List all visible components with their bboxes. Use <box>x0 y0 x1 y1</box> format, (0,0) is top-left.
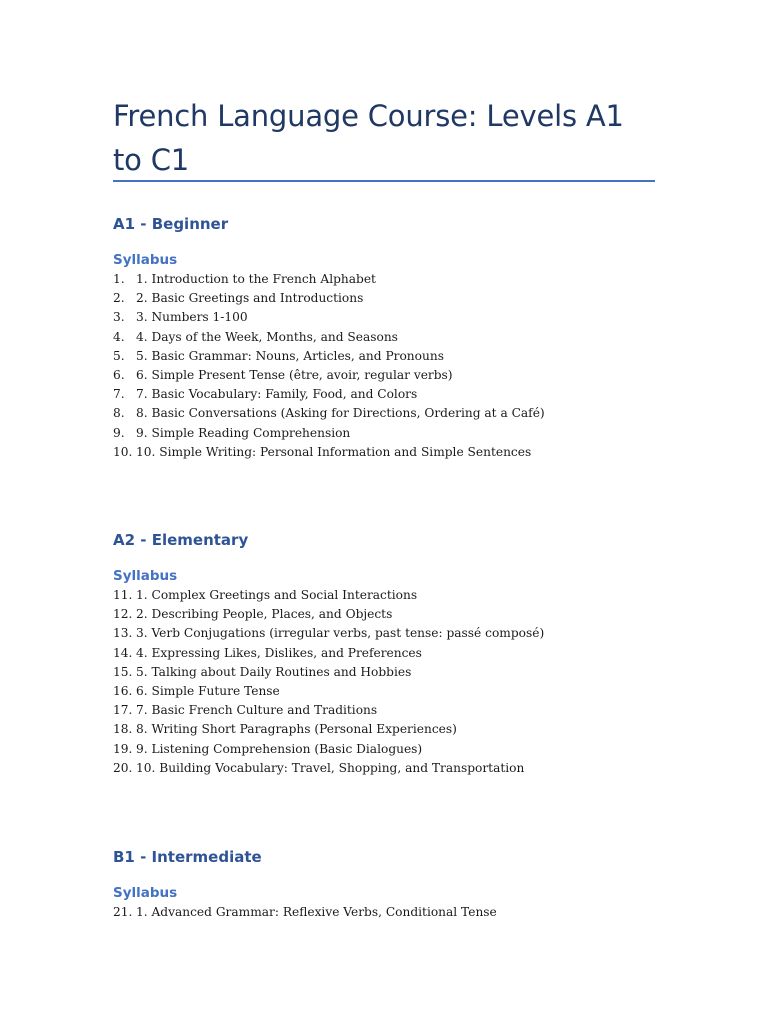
list-item-text: 8. Writing Short Paragraphs (Personal Experiences) <box>136 722 457 737</box>
list-item <box>113 385 655 404</box>
syllabus-heading: Syllabus <box>113 252 178 268</box>
title-underline <box>113 180 655 182</box>
section-a2 <box>113 529 655 775</box>
list-item-number: 19. <box>113 741 133 756</box>
list-item-number: 6. <box>113 367 125 382</box>
list-item-text: 10. Simple Writing: Personal Information and Simple Sentences <box>136 444 532 459</box>
list-item <box>113 663 655 682</box>
list-item-text: 10. Building Vocabulary: Travel, Shopping, and Transportation <box>136 760 525 775</box>
list-item-text: 3. Verb Conjugations (irregular verbs, past tense: passé composé) <box>136 626 545 641</box>
list-item <box>113 347 655 366</box>
list-item <box>113 308 655 327</box>
syllabus-heading: Syllabus <box>113 568 178 584</box>
list-item-text: 2. Describing People, Places, and Objects <box>136 607 393 622</box>
list-item <box>113 682 655 701</box>
list-item-number: 18. <box>113 722 133 737</box>
list-item-number: 5. <box>113 348 125 363</box>
list-item-text: 7. Basic French Culture and Traditions <box>136 703 378 718</box>
list-item-text: 8. Basic Conversations (Asking for Directions, Ordering at a Café) <box>136 406 545 421</box>
list-item <box>113 404 655 423</box>
list-item-number: 17. <box>113 703 133 718</box>
list-item-number: 16. <box>113 683 133 698</box>
list-item <box>113 740 655 759</box>
document-title: French Language Course: Levels A1 to C1 <box>113 99 624 177</box>
list-item-text: 9. Listening Comprehension (Basic Dialogues) <box>136 741 423 756</box>
list-item-text: 1. Advanced Grammar: Reflexive Verbs, Conditional Tense <box>136 905 497 919</box>
list-item <box>113 443 655 462</box>
list-item-number: 2. <box>113 291 125 306</box>
list-item <box>113 720 655 739</box>
section-b1 <box>113 846 655 919</box>
list-item-text: 4. Days of the Week, Months, and Seasons <box>136 329 398 344</box>
section-a1 <box>113 213 655 459</box>
list-item-text: 1. Complex Greetings and Social Interactions <box>136 588 418 602</box>
list-item-text: 5. Basic Grammar: Nouns, Articles, and Pronouns <box>136 348 444 363</box>
list-item-text: 3. Numbers 1-100 <box>136 310 248 325</box>
list-item <box>113 289 655 308</box>
list-item-number: 12. <box>113 607 133 622</box>
list-item-text: 9. Simple Reading Comprehension <box>136 425 351 440</box>
list-item <box>113 903 655 922</box>
list-item <box>113 586 655 605</box>
list-item-number: 8. <box>113 406 125 421</box>
list-item <box>113 759 655 778</box>
list-item-text: 1. Introduction to the French Alphabet <box>136 272 376 286</box>
list-item-number: 7. <box>113 387 125 402</box>
list-item-number: 20. <box>113 760 133 775</box>
list-item <box>113 701 655 720</box>
list-item <box>113 366 655 385</box>
list-item-text: 4. Expressing Likes, Dislikes, and Preferences <box>136 645 422 660</box>
list-item-number: 4. <box>113 329 125 344</box>
list-item-number: 1. <box>113 272 125 286</box>
list-item <box>113 624 655 643</box>
list-item-number: 21. <box>113 905 133 919</box>
list-item-text: 6. Simple Future Tense <box>136 683 280 698</box>
list-item-number: 10. <box>113 444 133 459</box>
syllabus-list <box>113 270 655 462</box>
list-item-number: 3. <box>113 310 125 325</box>
list-item-text: 2. Basic Greetings and Introductions <box>136 291 364 306</box>
list-item <box>113 270 655 289</box>
list-item <box>113 424 655 443</box>
list-item-number: 11. <box>113 588 133 602</box>
list-item-number: 13. <box>113 626 133 641</box>
syllabus-list <box>113 586 655 778</box>
list-item <box>113 644 655 663</box>
list-item-text: 5. Talking about Daily Routines and Hobbies <box>136 664 412 679</box>
syllabus-list <box>113 903 655 922</box>
section-heading: A1 - Beginner <box>113 215 229 233</box>
list-item-number: 9. <box>113 425 125 440</box>
list-item-number: 14. <box>113 645 133 660</box>
list-item-text: 6. Simple Present Tense (être, avoir, regular verbs) <box>136 367 453 382</box>
list-item <box>113 328 655 347</box>
section-heading: B1 - Intermediate <box>113 848 262 866</box>
syllabus-heading: Syllabus <box>113 885 178 901</box>
list-item <box>113 605 655 624</box>
list-item-text: 7. Basic Vocabulary: Family, Food, and Colors <box>136 387 418 402</box>
list-item-number: 15. <box>113 664 133 679</box>
section-heading: A2 - Elementary <box>113 531 249 549</box>
